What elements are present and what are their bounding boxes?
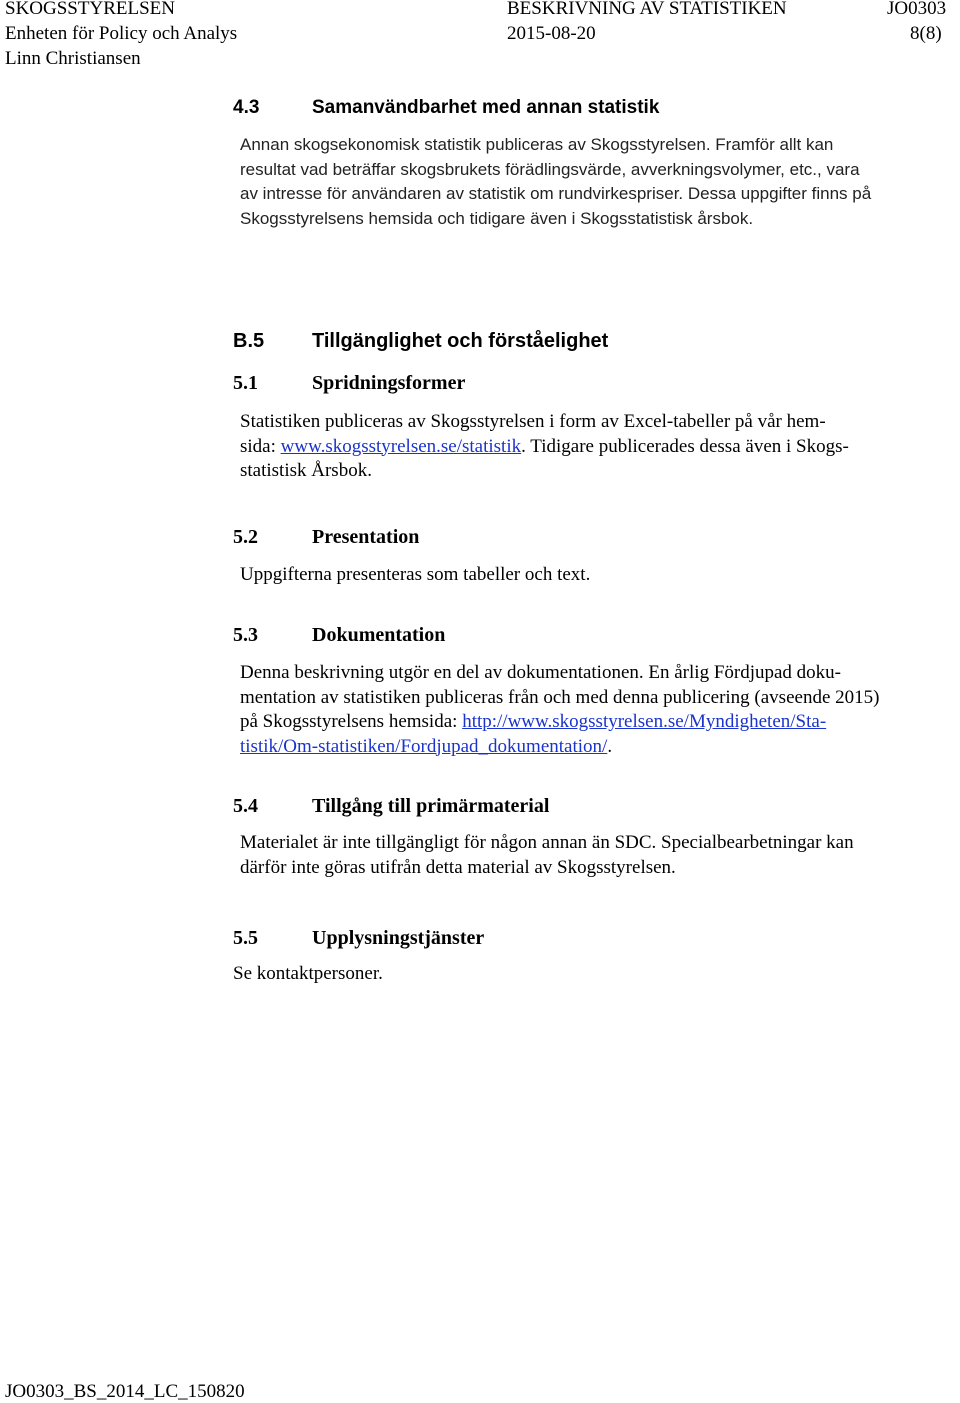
header-doc-code: JO0303: [887, 0, 947, 19]
section-title-b5: Tillgänglighet och förståelighet: [312, 330, 609, 352]
paragraph-5-1: [240, 410, 849, 484]
paragraph-5-2: [240, 563, 590, 588]
paragraph-line: [240, 735, 879, 760]
statistics-link[interactable]: www.skogsstyrelsen.se/statistik: [280, 435, 522, 457]
header-date: 2015-08-20: [507, 23, 596, 44]
paragraph-line: Se kontaktpersoner.: [233, 963, 383, 984]
section-title-5-3: Dokumentation: [312, 624, 446, 646]
paragraph-line: resultat vad beträffar skogsbrukets förädlingsvärde, avverkningsvolymer, etc., vara: [240, 159, 860, 179]
paragraph-line: Materialet är inte tillgängligt för någon annan än SDC. Specialbearbetningar kan: [240, 832, 854, 853]
section-number-5-1: 5.1: [233, 372, 258, 394]
paragraph-4-3: [240, 133, 871, 231]
paragraph-line: statistisk Årsbok.: [240, 460, 372, 481]
section-title-5-2: Presentation: [312, 526, 420, 548]
documentation-link[interactable]: http://www.skogsstyrelsen.se/Myndigheten/Sta-: [462, 711, 827, 732]
paragraph-line: Statistiken publiceras av Skogsstyrelsen i form av Excel-tabeller på vår hem-: [240, 411, 826, 432]
footer-code: JO0303_BS_2014_LC_150820: [5, 1381, 245, 1402]
section-number-5-5: 5.5: [233, 927, 258, 949]
section-title-4-3: Samanvändbarhet med annan statistik: [312, 97, 660, 118]
paragraph-line: därför inte göras utifrån detta material av Skogsstyrelsen.: [240, 856, 676, 878]
paragraph-5-3: [240, 661, 879, 759]
documentation-link-continued[interactable]: tistik/Om-statistiken/Fordjupad_dokumentation/: [240, 735, 608, 757]
text: på Skogsstyrelsens hemsida:: [240, 711, 463, 732]
header-doc-type: BESKRIVNING AV STATISTIKEN: [507, 0, 787, 19]
section-number-5-4: 5.4: [233, 795, 258, 817]
paragraph-line: av intresse för användaren av statistik om rundvirkespriser. Dessa uppgifter finns på: [240, 184, 872, 203]
text: . Tidigare publicerades dessa även i Skogs-: [521, 435, 849, 457]
paragraph-line: Annan skogsekonomisk statistik publiceras av Skogsstyrelsen. Framför allt kan: [240, 135, 834, 154]
paragraph-line: [240, 435, 849, 460]
paragraph-line: Skogsstyrelsens hemsida och tidigare även i Skogsstatistisk årsbok.: [240, 208, 754, 228]
section-number-4-3: 4.3: [233, 97, 260, 118]
paragraph-line: Uppgifterna presenteras som tabeller och text.: [240, 564, 591, 585]
paragraph-line: Denna beskrivning utgör en del av dokumentationen. En årlig Fördjupad doku-: [240, 662, 842, 683]
section-number-5-3: 5.3: [233, 624, 258, 646]
header-page-number: 8(8): [910, 23, 942, 44]
section-number-b5: B.5: [233, 330, 265, 352]
paragraph-line: [240, 710, 879, 735]
header-unit: Enheten för Policy och Analys: [5, 23, 238, 44]
paragraph-5-5: [233, 962, 383, 987]
text: sida:: [240, 435, 281, 457]
header-org: SKOGSSTYRELSEN: [5, 0, 175, 19]
section-title-5-4: Tillgång till primärmaterial: [312, 795, 550, 817]
header-author: Linn Christiansen: [5, 48, 141, 69]
section-number-5-2: 5.2: [233, 526, 258, 548]
section-title-5-1: Spridningsformer: [312, 372, 466, 394]
paragraph-5-4: [240, 831, 854, 880]
paragraph-line: mentation av statistiken publiceras från och med denna publicering (avseende 2015): [240, 686, 880, 708]
section-title-5-5: Upplysningstjänster: [312, 927, 485, 949]
text: .: [607, 735, 613, 757]
